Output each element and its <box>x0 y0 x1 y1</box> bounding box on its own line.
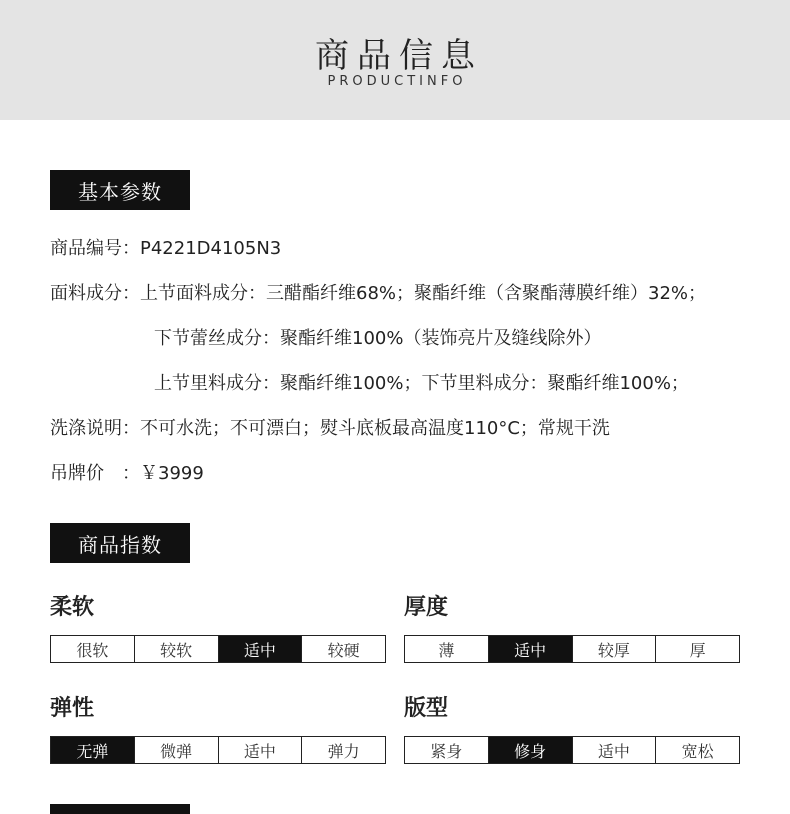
index-label-fit: 版型 <box>404 696 449 721</box>
index-label-elasticity: 弹性 <box>50 696 95 721</box>
scale-option: 较硬 <box>301 636 385 662</box>
param-fabric-lace: 下节蕾丝成分：聚酯纤维100%（装饰亮片及缝线除外） <box>154 328 602 349</box>
scale-softness <box>50 635 386 663</box>
scale-option: 很软 <box>76 640 109 660</box>
section-tag-next <box>50 804 190 814</box>
index-label-softness: 柔软 <box>50 595 95 620</box>
scale-option: 适中 <box>488 636 572 662</box>
scale-elasticity <box>50 736 386 764</box>
scale-option: 紧身 <box>430 741 463 761</box>
scale-option: 微弹 <box>134 737 218 763</box>
scale-option: 薄 <box>438 640 455 660</box>
scale-fit <box>404 736 740 764</box>
param-wash: 洗涤说明：不可水洗；不可漂白；熨斗底板最高温度110°C；常规干洗 <box>50 418 610 439</box>
page-title: 商品信息 <box>315 36 483 76</box>
scale-option: 修身 <box>488 737 572 763</box>
scale-option: 弹力 <box>301 737 385 763</box>
scale-option: 适中 <box>218 737 302 763</box>
scale-option: 较厚 <box>572 636 656 662</box>
scale-option: 适中 <box>218 636 302 662</box>
param-fabric-upper: 面料成分：上节面料成分：三醋酯纤维68%；聚酯纤维（含聚酯薄膜纤维）32%； <box>50 283 707 304</box>
param-product-code: 商品编号：P4221D4105N3 <box>50 238 282 259</box>
scale-option: 宽松 <box>655 737 739 763</box>
param-price: 吊牌价 ：￥3999 <box>50 463 204 484</box>
section-tag-basic: 基本参数 <box>50 170 190 210</box>
scale-option: 较软 <box>134 636 218 662</box>
scale-option: 适中 <box>572 737 656 763</box>
index-label-thickness: 厚度 <box>404 595 449 620</box>
scale-option: 厚 <box>655 636 739 662</box>
page-header <box>0 0 790 120</box>
scale-option: 无弹 <box>51 737 134 763</box>
scale-thickness <box>404 635 740 663</box>
page-subtitle: PRODUCTINFO <box>327 74 467 89</box>
param-lining: 上节里料成分：聚酯纤维100%；下节里料成分：聚酯纤维100%； <box>154 373 689 394</box>
section-tag-index: 商品指数 <box>50 523 190 563</box>
